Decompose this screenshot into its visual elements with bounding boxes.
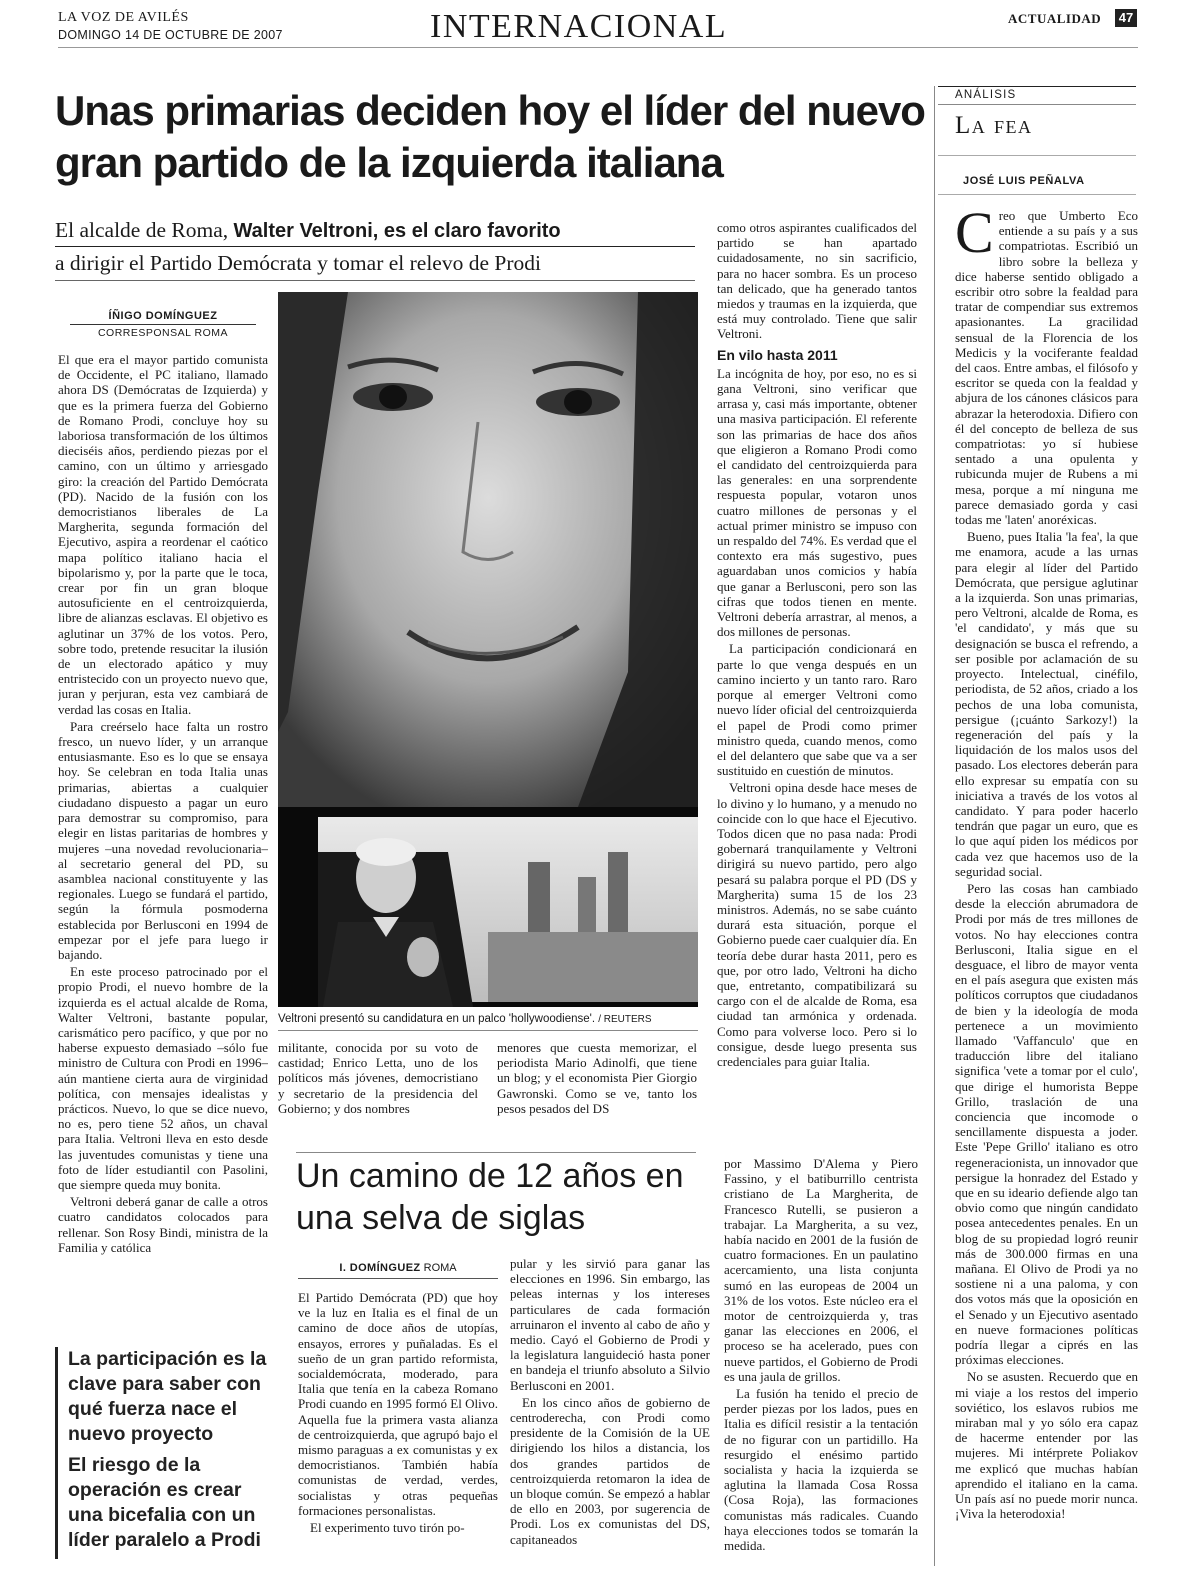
opinion-title-rule bbox=[938, 155, 1136, 156]
opinion-body bbox=[955, 208, 1138, 1568]
secondary-headline: Un camino de 12 años en una selva de siglas bbox=[296, 1157, 684, 1237]
col4-heading: En vilo hasta 2011 bbox=[717, 346, 838, 363]
opinion-title: La fea bbox=[955, 112, 1033, 139]
byline-author: ÍÑIGO DOMÍNGUEZ bbox=[108, 310, 218, 322]
subhead-rule bbox=[55, 246, 695, 247]
paragraph: Para creérselo hace falta un rostro fresco, un nuevo líder, y un arranque entusiasmante. Eso es lo que se ensaya hoy. Se celebran en toda Italia unas primarias, abiertas a cualquier ciudadano dispuesto a pagar un euro para demostrar su compromiso, para elegir en listas paritarias de hombres y mujeres –una novedad revolucionaria– al secretario general del PD, su asamblea nacional constituyente y las regionales. Luego se fundará el partido, según la fórmula posmoderna establecida por Berlusconi en 1994 de empezar por el jefe para luego ir bajando. bbox=[58, 718, 268, 962]
opinion-author: JOSÉ LUIS PEÑALVA bbox=[963, 175, 1085, 187]
masthead-rule bbox=[58, 47, 1138, 48]
caption-credit: / REUTERS bbox=[598, 1014, 652, 1025]
paragraph: Pero las cosas han cambiado desde la elección abrumadora de Prodi por más de tres millones de votos. No hay elecciones contra Berlusconi, Italia sigue en el desguace, el libro de mayor venta en el país asegura que existen más políticos corruptos que ciudadanos de bien y la ideología de moda pertenece a un movimiento llamado 'Vaffanculo' que en traducción libre del italiano significa 'vete a tomar por el culo', que dirige el humorista Beppe Grillo, traslación de una conciencia que incomode o sencillamente dispuesta a joder. Este 'Pepe Grillo' italiano es otro regeneracionista, un innovador que persigue la honradez del Estado y que en su ideario defiende algo tan obvio como que ningún candidato posea antecedentes penales. En un blog de su propiedad logró reunir más de 300.000 firmas en una mañana. El Olivo de Prodi ya no sostiene ni a una paloma, y con dos votos más que la oposición en el Senado y un Ejecutivo asentado en nueve formaciones políticas podría llegar a ciprés en las próximas elecciones. bbox=[955, 880, 1138, 1368]
opinion-left-rule bbox=[934, 86, 935, 1566]
secondary-column-3 bbox=[724, 1156, 918, 1555]
main-subhead-line2: a dirigir el Partido Demócrata y tomar el relevo de Prodi bbox=[55, 251, 541, 275]
paragraph: como otros aspirantes cualificados del partido se han apartado cuidadosamente, no sin sacrificio, para no hacer sombra. Es un proceso tan delicado, que ha generado tantos miedos y traumas en la izquierda, que está muy controlado. Tiene que salir Veltroni. bbox=[717, 220, 917, 342]
secondary-author: I. DOMÍNGUEZ bbox=[339, 1262, 421, 1274]
paragraph: El Partido Demócrata (PD) que hoy ve la luz en Italia es el final de un camino de doce años de utopías, ensayos, errores y puñaladas. Es el sueño de un gran partido reformista, socialdemócrata, moderado, para Italia que tenía en la cabeza Romano Prodi cuando en 1995 formó El Olivo. Aquella fue la primera vasta alianza de centroizquierda, que agrupó bajo el mismo paraguas a ex comunistas y ex democristianos. También había comunistas de verdad, verdes, socialistas y otras pequeñas formaciones personalistas. bbox=[298, 1290, 498, 1518]
caption-rule bbox=[278, 1030, 698, 1031]
opinion-top-rule bbox=[938, 86, 1136, 87]
paragraph: militante, conocida por su voto de castidad; Enrico Letta, uno de los políticos más jóvenes, democristiano y secretario de la presidencia del Gobierno; y dos nombres bbox=[278, 1040, 478, 1116]
page-number: 47 bbox=[1115, 9, 1137, 27]
opinion-lead: reo que Umberto Eco entiende a su país y a sus compatriotas. Escribió un libro sobre la belleza y dice haberse sentido obligado a escribir otro sobre la fealdad para tratar de compendiar sus extremos apasionantes. La gracilidad sensual de la Florencia de los Medicis y la vociferante fealdad del caos. Entre ambas, el filósofo y escritor se queda con la fealdad y abjura de los cánones clásicos para abrazar la heterodoxia. Difiero con él del concepto de belleza de sus compatriotas: yo sí hubiese sentado a una opulenta y rubicunda mujer de Rubens a mi mesa, porque a mí ninguna me parece demasiado gorda y casi todas me 'laten' anoréxicas. bbox=[955, 208, 1138, 528]
subhead-pre: El alcalde de Roma, bbox=[55, 218, 234, 242]
paragraph: El experimento tuvo tirón po- bbox=[310, 1520, 465, 1536]
subhead-rule-bottom bbox=[55, 280, 695, 281]
dropcap: C bbox=[955, 208, 994, 265]
main-column-2 bbox=[278, 1040, 478, 1118]
secondary-place: ROMA bbox=[423, 1262, 457, 1274]
main-column-1 bbox=[58, 352, 268, 1320]
secondary-column-2 bbox=[510, 1256, 710, 1549]
pullquote-2: El riesgo de la operación es crear una bicefalia con un líder paralelo a Prodi bbox=[68, 1454, 261, 1551]
caption-text: Veltroni presentó su candidatura en un palco 'hollywoodiense'. bbox=[278, 1013, 596, 1025]
section-title: INTERNACIONAL bbox=[430, 8, 728, 45]
photo-illustration bbox=[278, 292, 698, 1007]
paper-name: LA VOZ DE AVILÉS bbox=[58, 10, 189, 25]
main-column-4 bbox=[717, 220, 917, 1120]
paragraph: por Massimo D'Alema y Piero Fassino, y el batiburrillo centrista cristiano de La Margherita, de Francesco Rutelli, se pusieron a trabajar. La Margherita, a su vez, había nacido en 2001 de la fusión de cuatro formaciones. En un paulatino acercamiento, una lista conjunta sumó en las europeas de 2004 un 31% de los votos. Este núcleo era el motor de centroizquierda y, tras ganar las elecciones en 2006, el proceso se ha acelerado, pues con nueve partidos, el Gobierno de Prodi es una jaula de grillos. bbox=[724, 1156, 918, 1384]
secondary-top-rule bbox=[296, 1152, 696, 1153]
opinion-author-rule bbox=[938, 194, 1136, 195]
main-column-3 bbox=[497, 1040, 697, 1118]
paragraph: pular y les sirvió para ganar las elecciones en 1996. Sin embargo, las peleas internas y los intereses particulares de cada formación arruinaron el invento al cabo de año y medio. Cayó el Gobierno de Prodi y la legislatura languideció hasta poner en bandeja el triunfo absoluto a Silvio Berlusconi en 2001. bbox=[510, 1256, 710, 1393]
photo-caption bbox=[278, 1012, 698, 1027]
paragraph: La incógnita de hoy, por eso, no es si gana Veltroni, sino verificar que arrasa y, casi más importante, obtener una masiva participación. El referente son las primarias de hace dos años que eligieron a Romano Prodi como el candidato del centroizquierda para las generales: en una sorprendente respuesta popular, votaron unos cuatro millones de personas y el actual primer ministro se impuso con un respaldo del 74%. Es verdad que el contexto era más sugestivo, pues aguardaban unos comicios y había que ganar a Berlusconi, pero son las cifras que todos tienen en mente. Veltroni debería arrastrar, al menos, a dos millones de personas. bbox=[717, 365, 917, 640]
pullquote-bar bbox=[55, 1347, 58, 1559]
paragraph bbox=[955, 208, 1138, 527]
veltroni-photo bbox=[278, 292, 698, 1007]
main-byline bbox=[58, 310, 268, 339]
paragraph: En este proceso patrocinado por el propio Prodi, el nuevo hombre de la izquierda es el actual alcalde de Roma, Walter Veltroni, bastante popular, carismático pero pacífico, y que por no haberse expuesto demasiado –sólo fue ministro de Cultura con Prodi en 1996– aún mantiene cierta aura de virginidad política, con mensajes idealistas y prácticos. Nuevo, lo que se dice nuevo, no es, pero tiene 52 años, un chaval para Italia. Veltroni lleva en esto desde las juventudes comunistas y tiene una foto de líder estudiantil con Pasolini, que siempre queda muy bonita. bbox=[58, 964, 268, 1192]
paragraph: No se asusten. Recuerdo que en mi viaje a los restos del imperio soviético, los eslavos rubios me miraban mal y yo sólo era capaz de hacerme entender por las mujeres. Mi intérprete Poliakov me explicó que muchas habían aprendido el italiano en la cama. Un país así no puede morir nunca. ¡Viva la heterodoxia! bbox=[955, 1369, 1138, 1522]
issue-date: DOMINGO 14 DE OCTUBRE DE 2007 bbox=[58, 28, 283, 42]
secondary-byline-rule bbox=[298, 1278, 498, 1279]
pullquote-1: La participación es la clave para saber con qué fuerza nace el nuevo proyecto bbox=[68, 1348, 267, 1445]
secondary-column-1 bbox=[298, 1290, 498, 1537]
section-right: ACTUALIDAD bbox=[1008, 11, 1102, 26]
paragraph: Veltroni deberá ganar de calle a otros cuatro candidatos colocados para rellenar. Son Rosy Bindi, ministra de la Familia y católica bbox=[58, 1194, 268, 1255]
paragraph: Veltroni opina desde hace meses de lo divino y lo humano, y a menudo no coincide con lo que hace el Ejecutivo. Todos dicen que no pasa nada: Prodi gobernará tranquilamente y Veltroni dirigirá su nuevo partido, pero algo pesará su palabra porque el PD (DS y Margherita) suma 15 de los 23 ministros. Además, no se sabe cuánto durará esta situación, porque el Gobierno puede caer cualquier día. En teoría debe durar hasta 2011, pero es que, por otro lado, Veltroni ha dicho que, entretanto, compatibilizará su cargo con el de alcalde de Roma, esa ciudad tan armónica y ordenada. Como para volverse loco. Pero si lo consigue, desde luego presenta sus credenciales para guiar Italia. bbox=[717, 780, 917, 1069]
paragraph: menores que cuesta memorizar, el periodista Mario Adinolfi, que tiene un blog; y el economista Pier Giorgio Gawronski. Como se ve, tanto los pesos pesados del DS bbox=[497, 1040, 697, 1116]
paragraph: La participación condicionará en parte lo que venga después en un camino incierto y un tanto raro. Raro porque al emerger Veltroni como nuevo líder oficial del centroizquierda el papel de Prodi como primer ministro queda, cuando menos, como el del delantero que sabe que va a ser sustituido en cuestión de minutos. bbox=[717, 641, 917, 779]
main-headline: Unas primarias deciden hoy el líder del nuevo gran partido de la izquierda italiana bbox=[55, 87, 925, 186]
opinion-kicker: ANÁLISIS bbox=[955, 89, 1017, 101]
byline-role: CORRESPONSAL ROMA bbox=[97, 327, 229, 339]
paragraph: La fusión ha tenido el precio de perder piezas por los lados, pues en Italia es difícil resistir a la tentación de no figurar con un partidillo. Ha resurgido el enésimo partido socialista y hacia la izquierda se aglutina la llamada Cosa Rossa (Cosa Roja), las formaciones comunistas más radicales. Cuando haya elecciones todos se tomarán la medida. bbox=[724, 1386, 918, 1554]
secondary-byline bbox=[298, 1262, 498, 1274]
paragraph: Bueno, pues Italia 'la fea', la que me enamora, acude a las urnas para elegir al líder del Partido Demócrata, que persigue aglutinar a la izquierda. Son unas primarias, pero Veltroni, alcalde de Roma, es 'el candidato', y más que su designación se busca el refrendo, a ser posible por aclamación de su proyecto. Intelectual, cinéfilo, periodista, de 52 años, criado a los pechos de una loba comunista, persigue (¡cuánto Sarkozy!) la regeneración del país y la liquidación de los malos usos del pasado. Los electores deberán para ello expresar su empatía con su iniciativa a través de los votos al candidato. Y para poder hacerlo tendrán que pagar un euro, que es lo que aquí piden los médicos por cada vez que hacemos uso de la seguridad social. bbox=[955, 529, 1138, 879]
paragraph: En los cinco años de gobierno de centroderecha, con Prodi como presidente de la Comisión de la UE dirigiendo los hilos a distancia, los dos grandes partidos de centroizquierda retomaron la idea de un bloque común. Se empezó a hablar de ello en 2003, por sugerencia de Prodi. Los ex comunistas del DS, capitaneados bbox=[510, 1394, 710, 1547]
paragraph: El que era el mayor partido comunista de Occidente, el PC italiano, llamado ahora DS (Demócratas de Izquierda) y que es la primera fuerza del Gobierno de Romano Prodi, concluye hoy su laboriosa transformación de los últimos dieciséis años, perdiendo piezas por el camino, con un último y arriesgado giro: la creación del Partido Demócrata (PD). Nacido de la fusión con los democristianos liberales de La Margherita, segunda formación del Ejecutivo, aspira a reordenar el caótico mapa político italiano hacia el bipolarismo y, por la parte que le toca, crear por fin un gran bloque autosuficiente en el centroizquierda, libre de alianzas esclavas. El objetivo es aglutinar un 37% de los votos. Pero, sobre todo, pretende resucitar la ilusión de un electorado apático y muy entristecido con un proyecto nuevo que, juran y perjuran, esta vez cambiará de verdad las cosas en Italia. bbox=[58, 352, 268, 717]
main-subhead bbox=[55, 214, 695, 247]
opinion-kicker-rule bbox=[938, 104, 1136, 105]
subhead-bold: Walter Veltroni, es el claro favorito bbox=[233, 220, 561, 242]
